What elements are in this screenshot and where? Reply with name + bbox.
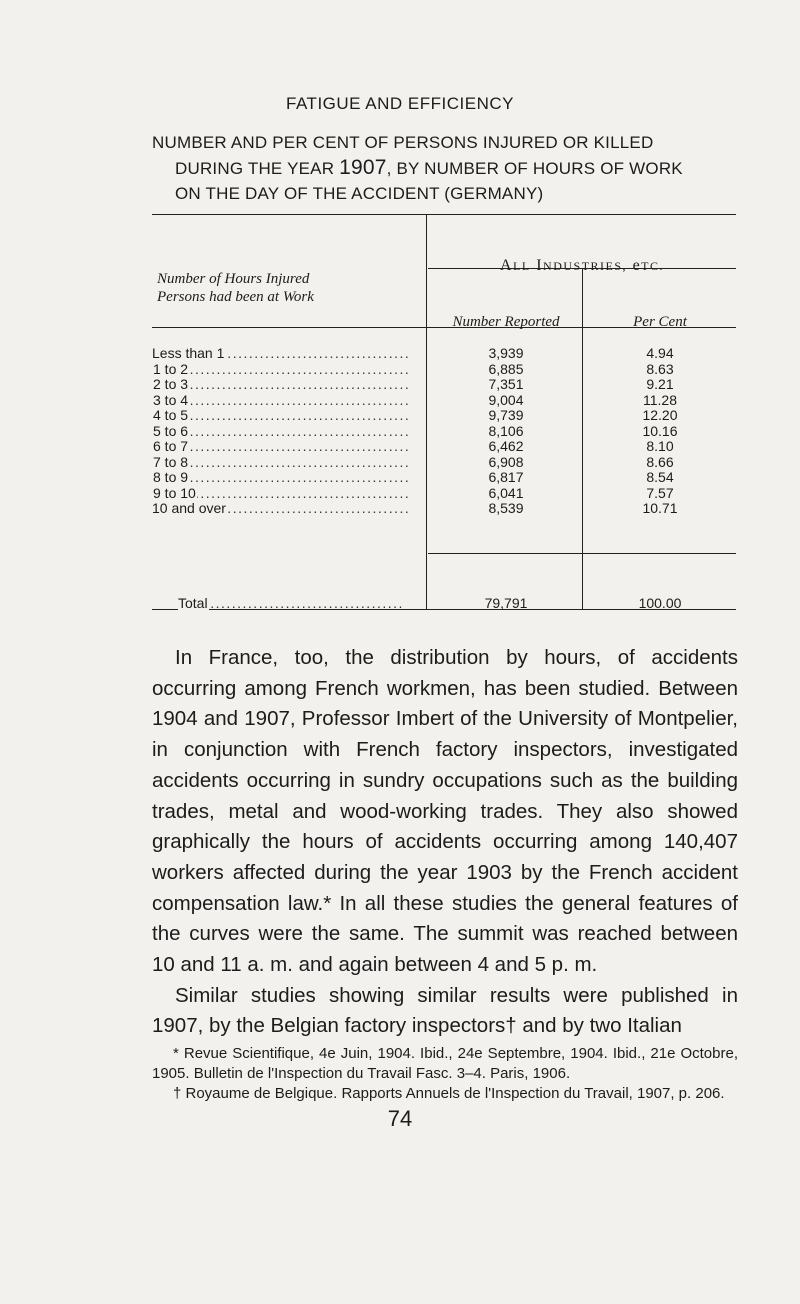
data-table (152, 214, 736, 610)
footnote-1: * Revue Scientifique, 4e Juin, 1904. Ibid., 24e Septembre, 1904. Ibid., 21e Octobre, 1905. Bulletin de l'Inspection du Travail Fasc. 3–4. Paris, 1906. (152, 1045, 738, 1082)
footnote-2: † Royaume de Belgique. Rapports Annuels de l'Inspection du Travail, 1907, p. 206. (173, 1085, 725, 1102)
table-row: 6 to 7 . . . 6,462 8.10 (152, 439, 736, 455)
page-number: 74 (387, 1106, 413, 1131)
paragraph-2: Similar studies showing similar results were published in 1907, by the Belgian factory inspectors† and by two Italian (152, 983, 738, 1038)
table-title-line-2: DURING THE YEAR 1907, BY NUMBER OF HOURS OF WORK (175, 156, 683, 179)
group-header: ALL INDUSTRIES, eTC. (499, 257, 665, 274)
table-row: 4 to 5 . . . 9,739 12.20 (152, 408, 736, 424)
column-header-number: Number Reported (452, 314, 560, 330)
column-header-percent: Per Cent (633, 314, 687, 330)
table-row: 10 and over . . . 8,539 10.71 (152, 501, 736, 517)
table-body (152, 346, 736, 517)
table-title-line-1: NUMBER AND PER CENT OF PERSONS INJURED OR KILLED (152, 133, 654, 152)
running-head: FATIGUE AND EFFICIENCY (286, 94, 514, 113)
table-top-rule (152, 214, 736, 215)
table-row: 7 to 8 . . . 6,908 8.66 (152, 455, 736, 471)
table-row: 5 to 6 . . . 8,106 10.16 (152, 424, 736, 440)
table-total-row: Total . . . 79,791 100.00 (152, 595, 736, 611)
table-row: 8 to 9 . . . 6,817 8.54 (152, 470, 736, 486)
footnotes (152, 1044, 738, 1104)
stub-header: Number of Hours Injured Persons had been at Work (157, 271, 314, 305)
table-row: 3 to 4 . . . 9,004 11.28 (152, 393, 736, 409)
table-row: Less than 1 . . . 3,939 4.94 (152, 346, 736, 362)
paragraph-1: In France, too, the distribution by hours, of accidents occurring among French workmen, has been studied. Between 1904 and 1907, Professor Imbert of the University of Montpelier, in conjunction with French factory inspectors, investigated accidents occurring in sundry occupations such as the building trades, metal and wood-working trades. They also showed graphically the hours of accidents occurring among 140,407 workers affected during the year 1903 by the French accident compensation law.* In all these studies the general features of the curves were the same. The summit was reached between 10 and 11 a. m. and again between 4 and 5 p. m. (152, 646, 738, 977)
table-row: 1 to 2 . . . 6,885 8.63 (152, 362, 736, 378)
table-title (152, 130, 752, 206)
table-title-line-3: ON THE DAY OF THE ACCIDENT (GERMANY) (175, 184, 544, 203)
body-text (152, 643, 738, 1042)
table-row: 2 to 3 . . . 7,351 9.21 (152, 377, 736, 393)
table-row: 9 to 10 . . . 6,041 7.57 (152, 486, 736, 502)
